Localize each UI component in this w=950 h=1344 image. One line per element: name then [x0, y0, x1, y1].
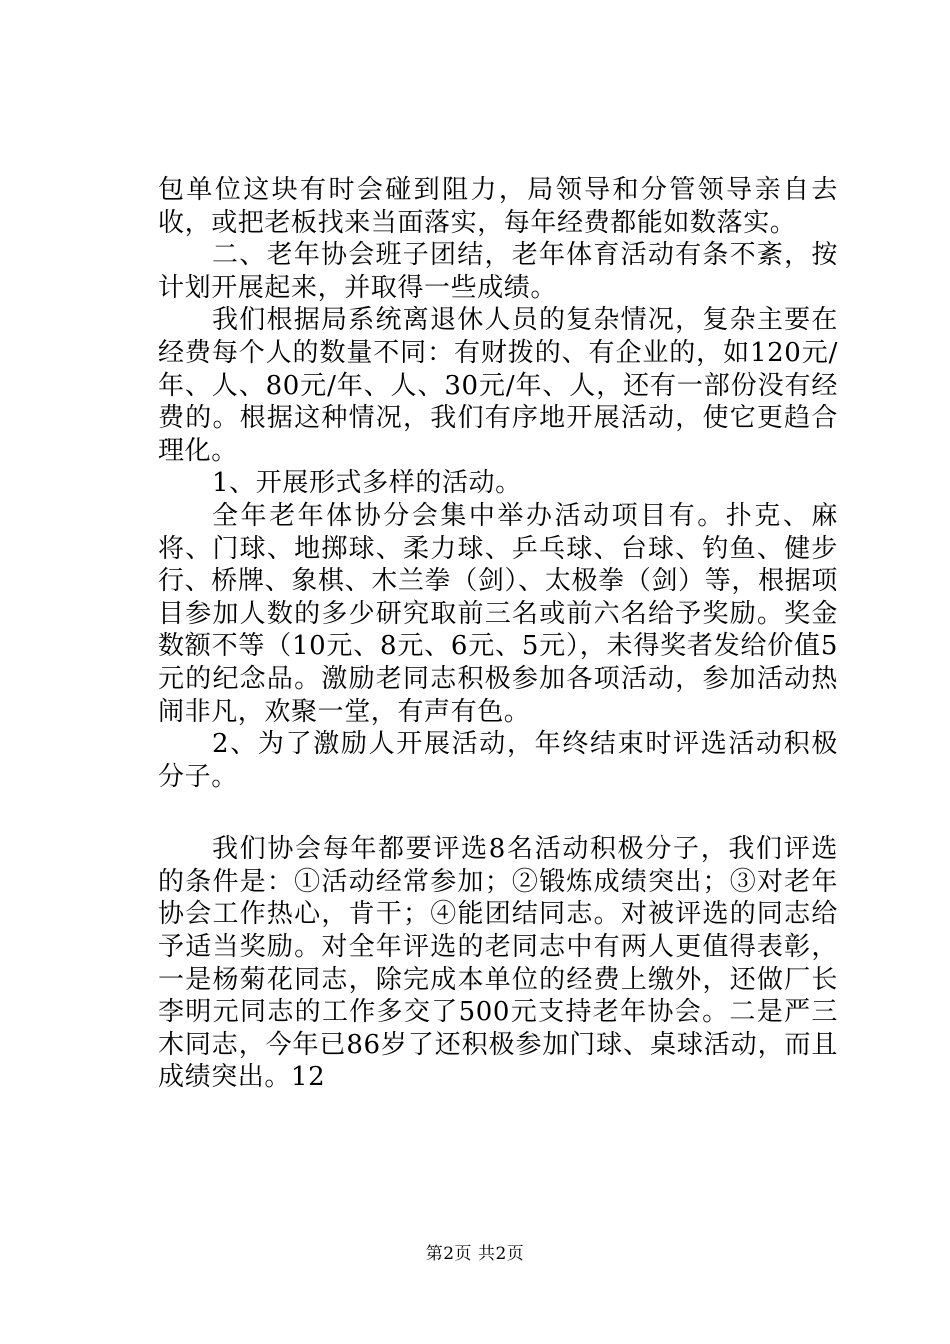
document-body — [158, 174, 838, 1094]
paragraph-activity-list: 全年老年体协分会集中举办活动项目有。扑克、麻将、门球、地掷球、柔力球、乒乓球、台球、钓鱼、健步行、桥牌、象棋、木兰拳（剑）、太极拳（剑）等，根据项目参加人数的多少研究取前三名或前六名给予奖励。奖金数额不等（10元、8元、6元、5元），未得奖者发给价值5元的纪念品。激励老同志积极参加各项活动，参加活动热闹非凡，欢聚一堂，有声有色。 — [158, 500, 838, 727]
page-number-footer: 第2页 共2页 — [425, 1244, 525, 1264]
paragraph-item-two-heading: 2、为了激励人开展活动，年终结束时评选活动积极分子。 — [158, 729, 838, 792]
paragraph-continuation: 包单位这块有时会碰到阻力，局领导和分管领导亲自去收，或把老板找来当面落实，每年经费都能如数落实。 — [158, 175, 838, 238]
paragraph-item-one-heading: 1、开展形式多样的活动。 — [212, 468, 522, 499]
paragraph-funding-situation: 我们根据局系统离退休人员的复杂情况，复杂主要在经费每个人的数量不同：有财拨的、有企业的，如120元/年、人、80元/年、人、30元/年、人，还有一部份没有经费的。根据这种情况，我们有序地开展活动，使它更趋合理化。 — [158, 305, 838, 466]
paragraph-activists-selection: 我们协会每年都要评选8名活动积极分子，我们评选的条件是：①活动经常参加；②锻炼成绩突出；③对老年协会工作热心，肯干；④能团结同志。对被评选的同志给予适当奖励。对全年评选的老同志中有两人更值得表彰，一是杨菊花同志，除完成本单位的经费上缴外，还做厂长李明元同志的工作多交了500元支持老年协会。二是严三木同志，今年已86岁了还积极参加门球、桌球活动，而且成绩突出。12 — [158, 834, 838, 1093]
paragraph-section-two-heading: 二、老年协会班子团结，老年体育活动有条不紊，按计划开展起来，并取得一些成绩。 — [158, 240, 838, 303]
